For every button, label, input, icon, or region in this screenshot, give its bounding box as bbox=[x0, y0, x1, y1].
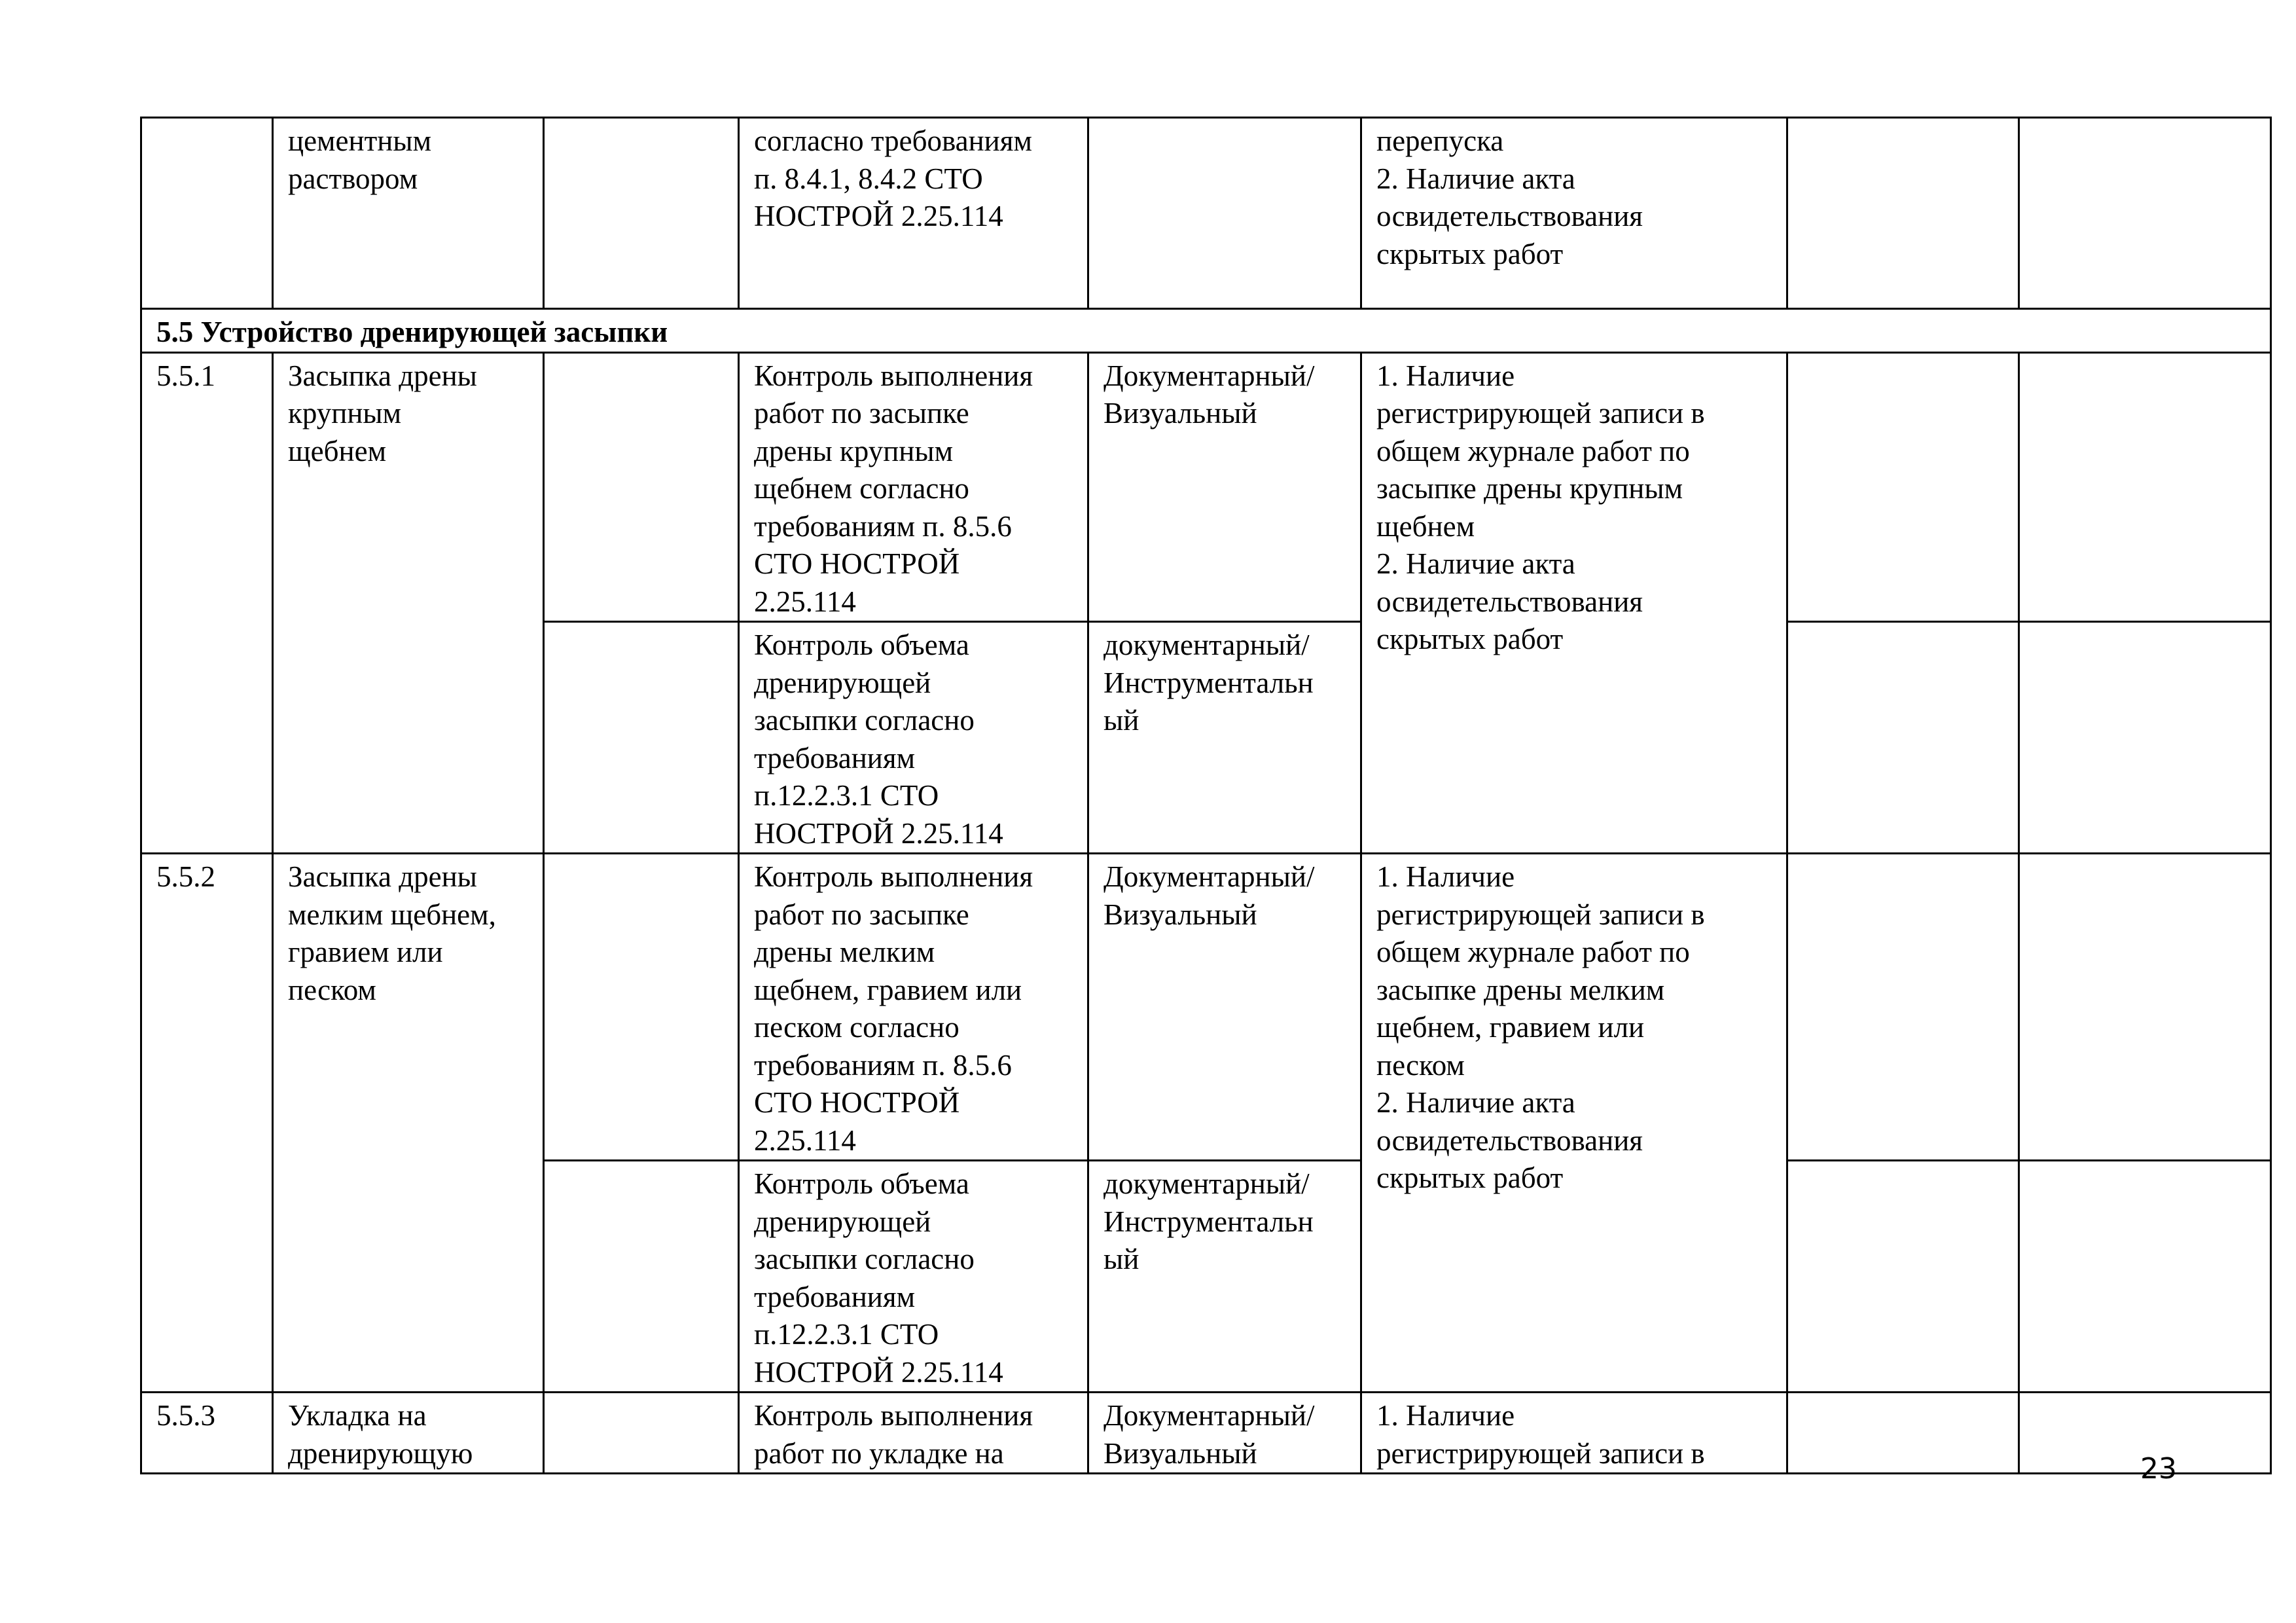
empty-cell bbox=[1787, 854, 2019, 1161]
control-cell: Контроль объема дренирующей засыпки согласно требованиям п.12.2.3.1 СТО НОСТРОЙ 2.25.114 bbox=[739, 622, 1088, 854]
empty-cell bbox=[2019, 854, 2271, 1161]
empty-cell bbox=[544, 854, 739, 1161]
table-row bbox=[141, 1393, 2271, 1474]
table-row bbox=[141, 118, 2271, 309]
empty-cell bbox=[1787, 352, 2019, 622]
inspection-table bbox=[140, 117, 2272, 1474]
control-cell: Контроль выполнения работ по укладке на bbox=[739, 1393, 1088, 1474]
work-name-cell: Засыпка дрены мелким щебнем, гравием или песком bbox=[273, 854, 544, 1393]
section-row bbox=[141, 309, 2271, 353]
result-cell: 1. Наличие регистрирующей записи в bbox=[1361, 1393, 1787, 1474]
empty-cell bbox=[544, 352, 739, 622]
section-title: 5.5 Устройство дренирующей засыпки bbox=[141, 309, 2271, 353]
work-name-cell: цементным раствором bbox=[273, 118, 544, 309]
empty-cell bbox=[2019, 1161, 2271, 1393]
empty-cell bbox=[2019, 118, 2271, 309]
row-number: 5.5.3 bbox=[141, 1393, 273, 1474]
empty-cell bbox=[1787, 118, 2019, 309]
method-cell: документарный/ Инструментальн ый bbox=[1088, 1161, 1361, 1393]
empty-cell bbox=[544, 622, 739, 854]
control-cell: Контроль выполнения работ по засыпке дрены мелким щебнем, гравием или песком согласно требованиям п. 8.5.6 СТО НОСТРОЙ 2.25.114 bbox=[739, 854, 1088, 1161]
empty-cell bbox=[1787, 1161, 2019, 1393]
result-cell: перепуска 2. Наличие акта освидетельствования скрытых работ bbox=[1361, 118, 1787, 309]
control-cell: Контроль выполнения работ по засыпке дрены крупным щебнем согласно требованиям п. 8.5.6 СТО НОСТРОЙ 2.25.114 bbox=[739, 352, 1088, 622]
table-row bbox=[141, 854, 2271, 1161]
empty-cell bbox=[544, 1393, 739, 1474]
work-name-cell: Укладка на дренирующую bbox=[273, 1393, 544, 1474]
empty-cell bbox=[2019, 352, 2271, 622]
method-cell bbox=[1088, 118, 1361, 309]
empty-cell bbox=[2019, 622, 2271, 854]
empty-cell bbox=[1787, 1393, 2019, 1474]
control-cell: Контроль объема дренирующей засыпки согласно требованиям п.12.2.3.1 СТО НОСТРОЙ 2.25.114 bbox=[739, 1161, 1088, 1393]
number-cell bbox=[141, 118, 273, 309]
empty-cell bbox=[1787, 622, 2019, 854]
method-cell: Документарный/ Визуальный bbox=[1088, 352, 1361, 622]
method-cell: Документарный/ Визуальный bbox=[1088, 854, 1361, 1161]
work-name-cell: Засыпка дрены крупным щебнем bbox=[273, 352, 544, 854]
page-number: 23 bbox=[2140, 1452, 2177, 1486]
result-cell: 1. Наличие регистрирующей записи в общем журнале работ по засыпке дрены крупным щебнем 2. Наличие акта освидетельствования скрытых работ bbox=[1361, 352, 1787, 854]
result-cell: 1. Наличие регистрирующей записи в общем журнале работ по засыпке дрены мелким щебнем, гравием или песком 2. Наличие акта освидетельствования скрытых работ bbox=[1361, 854, 1787, 1393]
row-number: 5.5.1 bbox=[141, 352, 273, 854]
method-cell: документарный/ Инструментальн ый bbox=[1088, 622, 1361, 854]
table-row bbox=[141, 352, 2271, 622]
method-cell: Документарный/ Визуальный bbox=[1088, 1393, 1361, 1474]
control-cell: согласно требованиям п. 8.4.1, 8.4.2 СТО НОСТРОЙ 2.25.114 bbox=[739, 118, 1088, 309]
empty-cell bbox=[544, 118, 739, 309]
row-number: 5.5.2 bbox=[141, 854, 273, 1393]
empty-cell bbox=[544, 1161, 739, 1393]
